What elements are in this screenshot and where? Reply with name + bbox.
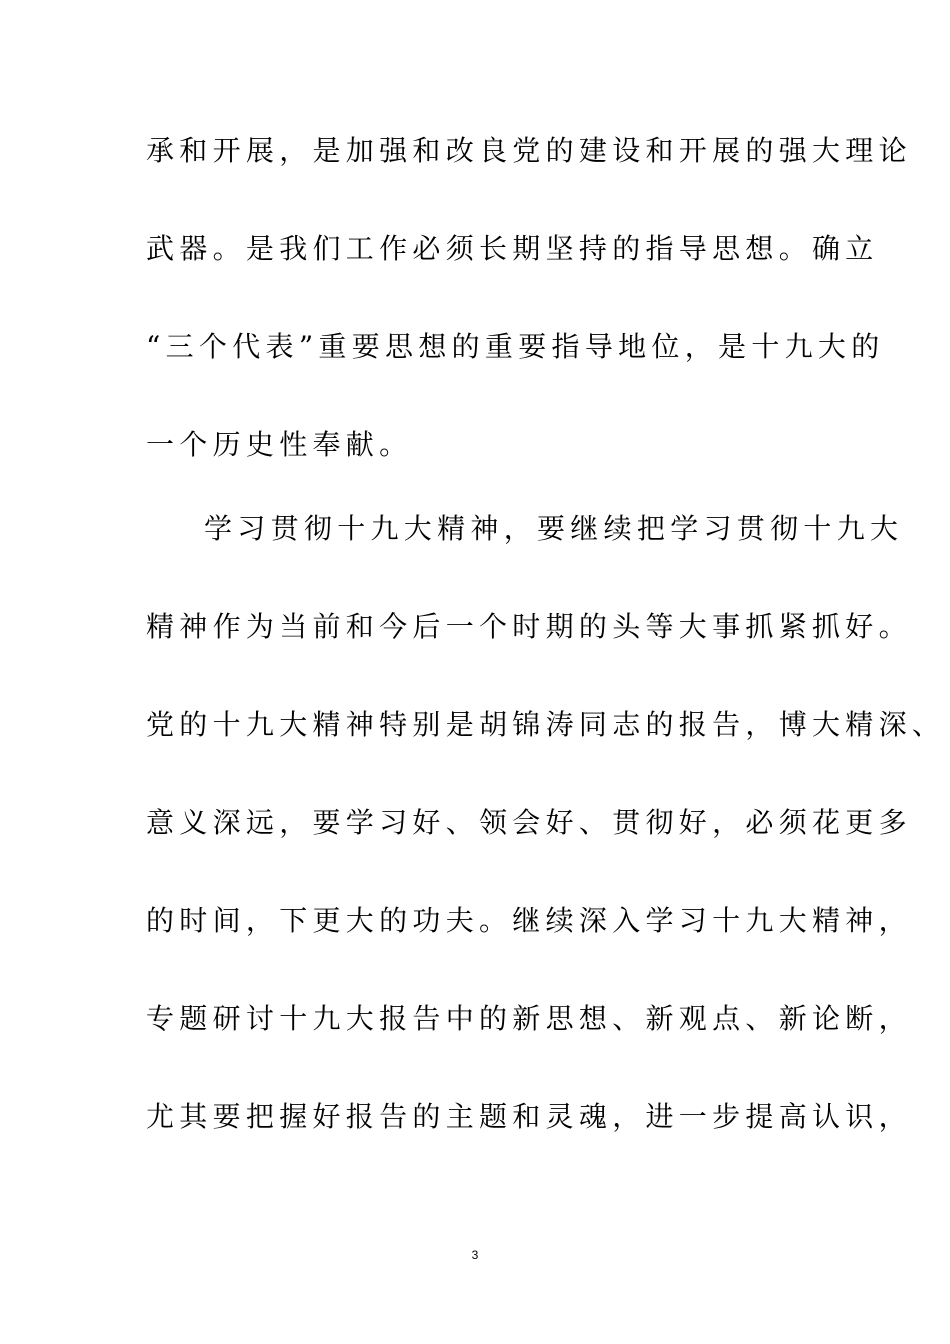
page-number: 3: [471, 1248, 479, 1262]
text-line-11: 尤其要把握好报告的主题和灵魂，进一步提高认识，: [146, 1100, 912, 1133]
text-line-8: 意义深远，要学习好、领会好、贯彻好，必须花更多: [146, 806, 912, 839]
text-line-7: 党的十九大精神特别是胡锦涛同志的报告，博大精深、: [146, 708, 946, 741]
text-line-3: “三个代表”重要思想的重要指导地位，是十九大的: [146, 330, 885, 363]
text-line-1: 承和开展，是加强和改良党的建设和开展的强大理论: [146, 134, 912, 167]
text-line-9: 的时间，下更大的功夫。继续深入学习十九大精神，: [146, 904, 912, 937]
text-line-4: 一个历史性奉献。: [146, 428, 413, 461]
text-line-5: 学习贯彻十九大精神，要继续把学习贯彻十九大: [204, 512, 904, 545]
text-line-2: 武器。是我们工作必须长期坚持的指导思想。确立: [146, 232, 879, 265]
text-line-10: 专题研讨十九大报告中的新思想、新观点、新论断，: [146, 1002, 912, 1035]
text-line-6: 精神作为当前和今后一个时期的头等大事抓紧抓好。: [146, 610, 912, 643]
